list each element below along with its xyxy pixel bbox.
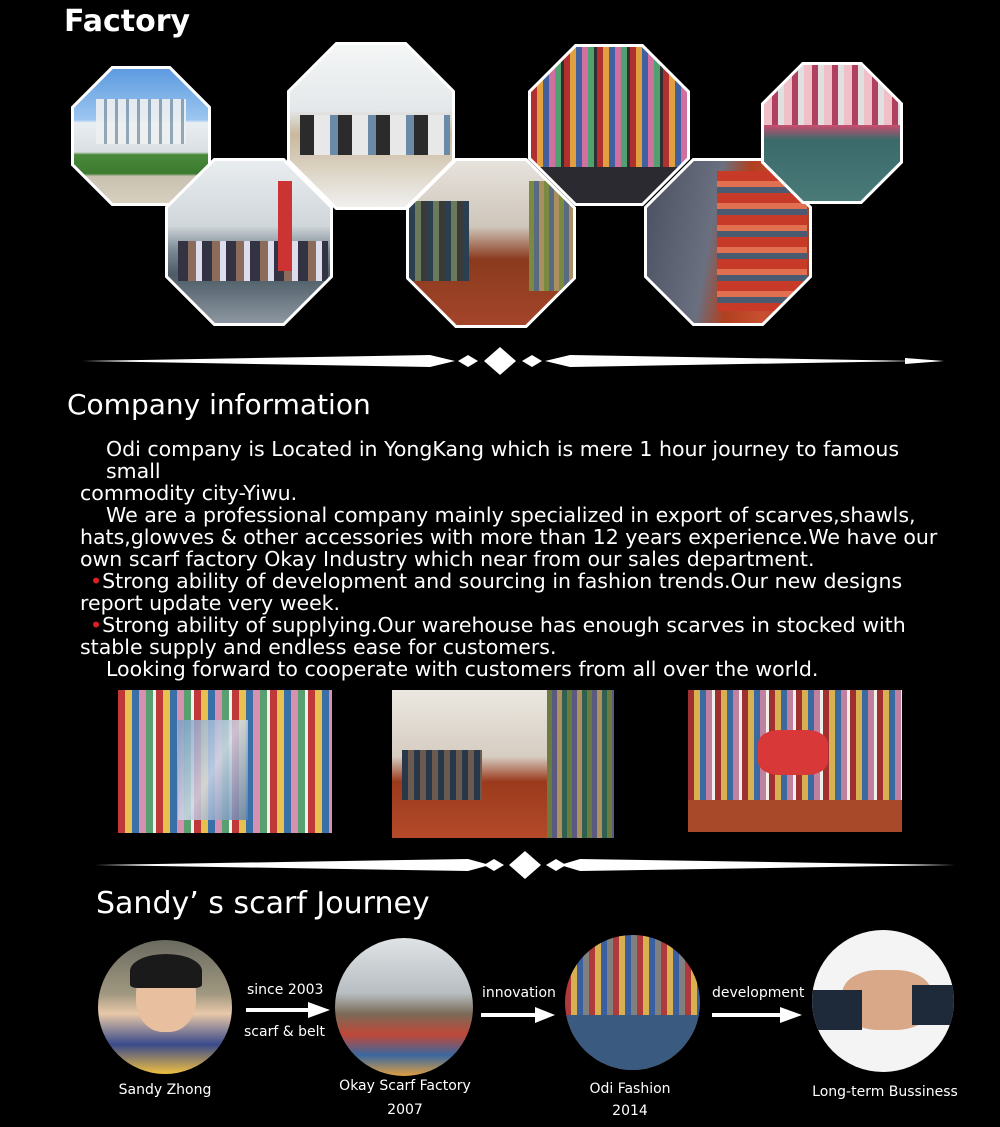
- stage-2-caption: Okay Scarf Factory: [339, 1078, 471, 1094]
- para-3-line-1: Looking forward to cooperate with customers from all over the world.: [106, 657, 819, 681]
- para-2-line-1: We are a professional company mainly specialized in export of scarves,shawls,: [106, 503, 916, 527]
- arrow-1-bottom-label: scarf & belt: [244, 1024, 325, 1040]
- stage-4-caption: Long-term Bussiness: [812, 1084, 958, 1100]
- arrow-3-top-label: development: [712, 985, 805, 1001]
- arrow-2-top-label: innovation: [482, 985, 556, 1001]
- para-2-line-3: own scarf factory Okay Industry which near from our sales department.: [80, 547, 815, 571]
- arrow-right-icon: [246, 1000, 330, 1020]
- stage-3-year: 2014: [612, 1103, 648, 1119]
- sandy-zhong-portrait: [98, 940, 232, 1074]
- bullet-1-text: Strong ability of development and sourcing in fashion trends.Our new designs: [102, 569, 903, 593]
- showroom-photo-1: [406, 158, 576, 328]
- factory-title: Factory: [64, 4, 191, 39]
- para-2-line-2: hats,glowves & other accessories with more than 12 years experience.We have our: [80, 525, 938, 549]
- scarf-shelf-photo: [528, 44, 690, 206]
- bullet-2-line-1: [80, 614, 950, 636]
- stage-2-year: 2007: [387, 1102, 423, 1118]
- arrow-1-top-label: since 2003: [247, 982, 324, 998]
- stage-3-caption: Odi Fashion: [589, 1081, 671, 1097]
- okay-scarf-factory-photo: [335, 938, 473, 1076]
- para-1-line-1: Odi company is Located in YongKang which is mere 1 hour journey to famous small: [106, 437, 900, 483]
- company-title: Company information: [67, 388, 371, 421]
- handshake-photo: [812, 930, 954, 1072]
- para-1-line-2: commodity city-Yiwu.: [80, 481, 298, 505]
- stage-1-caption: Sandy Zhong: [118, 1082, 212, 1098]
- sewing-workshop-photo: [165, 158, 333, 326]
- scarf-store-photo: [118, 690, 332, 833]
- odi-fashion-photo: [565, 935, 700, 1070]
- arrow-right-icon: [712, 1005, 802, 1025]
- bullet-icon: •: [90, 613, 103, 637]
- company-description: [80, 438, 950, 680]
- bullet-icon: •: [90, 569, 103, 593]
- stock-photo: [761, 62, 903, 204]
- ornament-divider-top: [0, 341, 1000, 381]
- bullet-2-line-2: stable supply and endless ease for customers.: [80, 635, 557, 659]
- ornament-divider-bottom: [0, 845, 1000, 885]
- arrow-right-icon: [481, 1005, 555, 1025]
- bullet-2-text: Strong ability of supplying.Our warehouse has enough scarves in stocked with: [102, 613, 906, 637]
- bullet-1-line-2: report update very week.: [80, 591, 341, 615]
- showroom-photo-2: [392, 690, 614, 838]
- scarf-display-photo: [688, 690, 902, 832]
- journey-title: Sandy’ s scarf Journey: [96, 886, 430, 921]
- bullet-1-line-1: [80, 570, 950, 592]
